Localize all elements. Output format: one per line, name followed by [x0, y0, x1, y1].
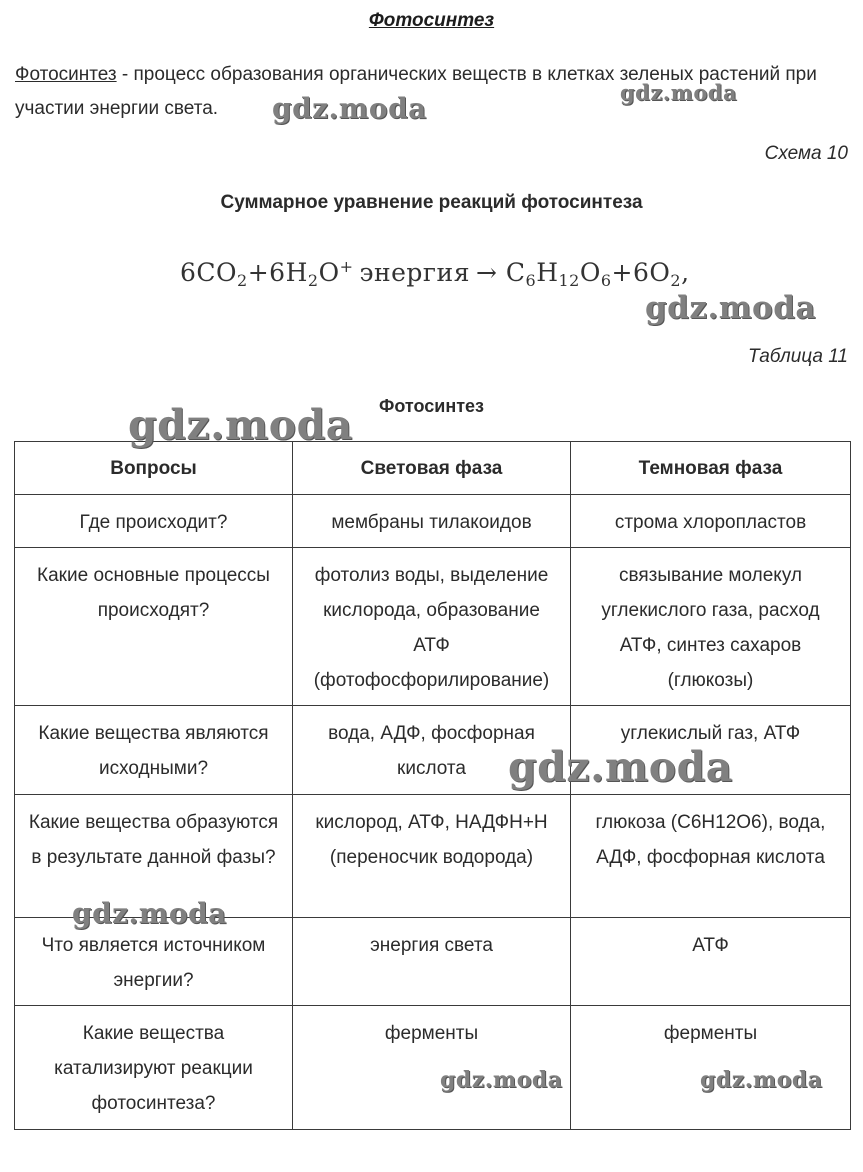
equation-sub: 2: [237, 271, 248, 290]
light-phase-cell: энергия света: [293, 918, 571, 1006]
watermark: gdz.moda: [508, 743, 733, 791]
table-row: [15, 495, 851, 548]
light-phase-cell: ферменты: [293, 1006, 571, 1130]
equation-o: O: [579, 258, 601, 287]
dark-phase-cell: углекислый газ, АТФ: [571, 706, 851, 795]
equation-o2: +6O: [611, 258, 671, 287]
table-row: [15, 548, 851, 706]
question-cell: Какие основные процессы происходят?: [15, 548, 293, 706]
header-light-phase: Световая фаза: [293, 442, 571, 495]
table-header-row: [15, 442, 851, 495]
equation-co2: 6CO: [180, 258, 238, 287]
question-cell: Какие вещества являются исходными?: [15, 706, 293, 795]
question-cell: Что является источником энергии?: [15, 918, 293, 1006]
dark-phase-cell: строма хлоропластов: [571, 495, 851, 548]
equation-sub: 12: [558, 271, 580, 290]
photosynthesis-equation: [180, 257, 690, 290]
dark-phase-cell: ферменты: [571, 1006, 851, 1130]
equation-sub: 6: [525, 271, 537, 290]
light-phase-cell: кислород, АТФ, НАДФН+Н (переносчик водорода): [293, 795, 571, 918]
question-cell: Какие вещества катализируют реакции фотосинтеза?: [15, 1006, 293, 1130]
equation-arrow: → C: [475, 258, 526, 287]
equation-energy-word: энергия: [359, 258, 470, 287]
watermark: gdz.moda: [700, 1067, 823, 1093]
watermark: gdz.moda: [72, 897, 227, 930]
dark-phase-cell: связывание молекул углекислого газа, расход АТФ, синтез сахаров (глюкозы): [571, 548, 851, 706]
page-title: Фотосинтез: [368, 10, 495, 31]
equation-sub: 2: [670, 271, 682, 290]
table-title: Фотосинтез: [379, 396, 484, 416]
definition-text: - процесс образования органических веществ в клетках зеленых растений при участии энергии света.: [15, 64, 817, 119]
light-phase-cell: фотолиз воды, выделение кислорода, образование АТФ (фотофосфорилирование): [293, 548, 571, 706]
table-caption: Таблица 11: [748, 346, 848, 367]
header-questions: Вопросы: [15, 442, 293, 495]
question-cell: Где происходит?: [15, 495, 293, 548]
header-dark-phase: Темновая фаза: [571, 442, 851, 495]
watermark: gdz.moda: [645, 290, 816, 326]
equation-sub: 2: [307, 271, 319, 290]
question-cell: Какие вещества образуются в результате данной фазы?: [15, 795, 293, 918]
watermark: gdz.moda: [620, 80, 738, 105]
light-phase-cell: вода, АДФ, фосфорная кислота: [293, 706, 571, 795]
definition-term: Фотосинтез: [15, 64, 117, 85]
watermark: gdz.moda: [128, 401, 353, 449]
table-row: [15, 918, 851, 1006]
dark-phase-cell: глюкоза (С6Н12О6), вода, АДФ, фосфорная кислота: [571, 795, 851, 918]
equation-heading: Суммарное уравнение реакций фотосинтеза: [220, 192, 643, 213]
watermark: gdz.moda: [440, 1067, 563, 1093]
equation-end: ,: [681, 258, 690, 287]
dark-phase-cell: АТФ: [571, 918, 851, 1006]
equation-sup: +: [339, 257, 354, 276]
light-phase-cell: мембраны тилакоидов: [293, 495, 571, 548]
equation-sub: 6: [600, 271, 612, 290]
equation-h2o: +6H: [247, 258, 308, 287]
watermark: gdz.moda: [272, 92, 427, 125]
equation-h2o-tail: O: [318, 258, 340, 287]
scheme-caption: Схема 10: [764, 143, 848, 164]
equation-h: H: [536, 258, 559, 287]
